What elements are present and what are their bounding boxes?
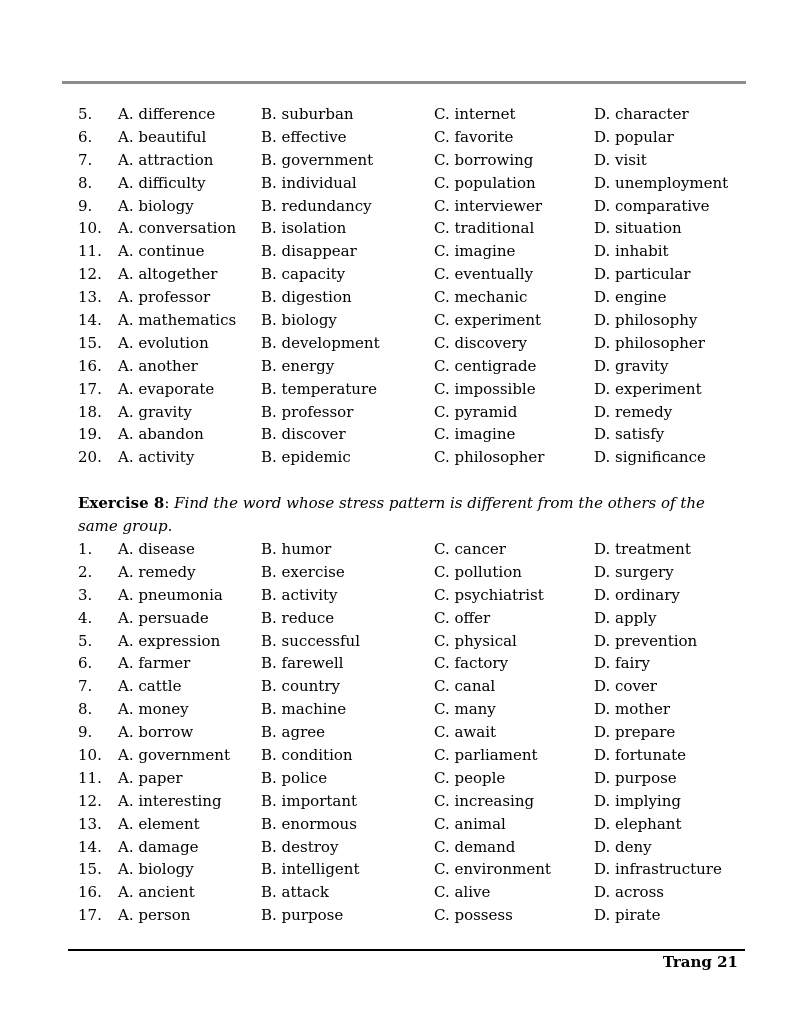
question-row — [0, 309, 800, 332]
option-c: C. pollution — [434, 562, 522, 581]
option-a: A. government — [118, 746, 230, 765]
question-row — [0, 195, 800, 218]
option-a: A. evolution — [118, 333, 209, 352]
option-b: B. epidemic — [261, 448, 351, 467]
option-b: B. machine — [261, 700, 347, 719]
option-d: D. philosopher — [594, 333, 705, 352]
question-number: 5. — [78, 105, 93, 123]
option-a: A. conversation — [118, 219, 237, 238]
question-row — [0, 630, 800, 653]
option-c: C. interviewer — [434, 196, 543, 215]
option-a: A. interesting — [118, 791, 222, 810]
option-a: A. damage — [118, 837, 199, 856]
option-d: D. cover — [594, 677, 657, 696]
question-list-previous-exercise — [0, 103, 800, 469]
question-row — [0, 721, 800, 744]
option-b: B. temperature — [261, 379, 378, 398]
question-number: 19. — [78, 425, 102, 444]
question-row — [0, 538, 800, 561]
option-b: B. digestion — [261, 288, 352, 307]
question-number: 7. — [78, 677, 93, 696]
option-c: C. traditional — [434, 219, 535, 238]
option-c: C. mechanic — [434, 288, 528, 307]
exercise-label: Exercise 8 — [78, 494, 165, 512]
question-number: 2. — [78, 562, 93, 581]
option-b: B. reduce — [261, 608, 335, 627]
option-c: C. increasing — [434, 791, 535, 810]
option-c: C. animal — [434, 814, 506, 833]
question-number: 8. — [78, 173, 93, 192]
option-a: A. pneumonia — [118, 585, 223, 604]
option-b: B. effective — [261, 127, 347, 146]
option-d: D. satisfy — [594, 425, 665, 444]
option-c: C. physical — [434, 631, 517, 650]
question-number: 1. — [78, 540, 93, 558]
question-number: 3. — [78, 585, 93, 604]
question-row — [0, 332, 800, 355]
question-row — [0, 836, 800, 859]
option-a: A. altogether — [118, 265, 218, 284]
question-number: 14. — [78, 311, 102, 330]
option-c: C. eventually — [434, 265, 534, 284]
option-a: A. paper — [118, 768, 183, 787]
question-number: 12. — [78, 265, 102, 284]
option-d: D. surgery — [594, 562, 674, 581]
option-c: C. environment — [434, 860, 551, 879]
question-number: 15. — [78, 860, 102, 879]
option-a: A. expression — [118, 631, 221, 650]
option-a: A. difficulty — [118, 173, 206, 192]
option-b: B. capacity — [261, 265, 346, 284]
option-c: C. borrowing — [434, 150, 534, 169]
question-row — [0, 790, 800, 813]
option-d: D. comparative — [594, 196, 710, 215]
question-number: 9. — [78, 196, 93, 215]
option-b: B. destroy — [261, 837, 339, 856]
question-number: 8. — [78, 700, 93, 719]
option-c: C. many — [434, 700, 496, 719]
option-b: B. intelligent — [261, 860, 360, 879]
question-row — [0, 423, 800, 446]
option-b: B. important — [261, 791, 358, 810]
question-number: 10. — [78, 746, 102, 765]
option-d: D. character — [594, 105, 689, 123]
option-d: D. prevention — [594, 631, 698, 650]
option-b: B. redundancy — [261, 196, 372, 215]
option-c: C. alive — [434, 883, 491, 902]
question-row — [0, 858, 800, 881]
option-c: C. demand — [434, 837, 516, 856]
question-number: 18. — [78, 402, 102, 421]
question-row — [0, 149, 800, 172]
option-b: B. agree — [261, 723, 326, 742]
exercise-separator: : — [164, 494, 175, 512]
option-d: D. across — [594, 883, 664, 902]
option-d: D. purpose — [594, 768, 677, 787]
question-row — [0, 263, 800, 286]
option-d: D. apply — [594, 608, 657, 627]
question-row — [0, 561, 800, 584]
question-number: 13. — [78, 288, 102, 307]
option-a: A. element — [118, 814, 200, 833]
option-b: B. activity — [261, 585, 338, 604]
option-b: B. development — [261, 333, 380, 352]
option-b: B. suburban — [261, 105, 354, 123]
option-c: C. parliament — [434, 746, 538, 765]
option-b: B. humor — [261, 540, 332, 558]
option-c: C. internet — [434, 105, 516, 123]
option-c: C. await — [434, 723, 497, 742]
option-d: D. unemployment — [594, 173, 729, 192]
option-c: C. impossible — [434, 379, 536, 398]
option-b: B. police — [261, 768, 328, 787]
option-b: B. energy — [261, 356, 335, 375]
question-number: 20. — [78, 448, 102, 467]
option-b: B. purpose — [261, 906, 344, 925]
option-d: D. prepare — [594, 723, 676, 742]
option-c: C. psychiatrist — [434, 585, 544, 604]
option-b: B. government — [261, 150, 374, 169]
question-row — [0, 217, 800, 240]
option-a: A. persuade — [118, 608, 209, 627]
question-number: 10. — [78, 219, 102, 238]
option-a: A. cattle — [118, 677, 182, 696]
question-row — [0, 607, 800, 630]
question-row — [0, 126, 800, 149]
option-d: D. remedy — [594, 402, 673, 421]
question-row — [0, 744, 800, 767]
option-b: B. isolation — [261, 219, 347, 238]
question-number: 11. — [78, 242, 102, 261]
option-a: A. disease — [118, 540, 195, 558]
option-d: D. particular — [594, 265, 691, 284]
question-number: 6. — [78, 127, 93, 146]
option-d: D. situation — [594, 219, 682, 238]
exercise-heading — [78, 492, 718, 538]
option-a: A. attraction — [118, 150, 214, 169]
question-row — [0, 286, 800, 309]
option-c: C. centigrade — [434, 356, 537, 375]
option-d: D. experiment — [594, 379, 702, 398]
question-number: 12. — [78, 791, 102, 810]
question-row — [0, 446, 800, 469]
question-number: 11. — [78, 768, 102, 787]
question-number: 15. — [78, 333, 102, 352]
option-a: A. mathematics — [118, 311, 237, 330]
option-c: C. experiment — [434, 311, 542, 330]
question-row — [0, 240, 800, 263]
question-row — [0, 881, 800, 904]
question-row — [0, 904, 800, 927]
question-row — [0, 378, 800, 401]
question-number: 6. — [78, 654, 93, 673]
footer-rule — [68, 949, 745, 951]
question-number: 13. — [78, 814, 102, 833]
question-row — [0, 698, 800, 721]
question-row — [0, 401, 800, 424]
option-b: B. country — [261, 677, 340, 696]
option-a: A. gravity — [118, 402, 192, 421]
option-d: D. implying — [594, 791, 681, 810]
option-a: A. money — [118, 700, 189, 719]
option-b: B. biology — [261, 311, 337, 330]
header-rule — [62, 81, 746, 84]
option-d: D. fortunate — [594, 746, 686, 765]
question-number: 9. — [78, 723, 93, 742]
option-a: A. professor — [118, 288, 211, 307]
option-c: C. population — [434, 173, 536, 192]
option-a: A. biology — [118, 196, 194, 215]
option-c: C. canal — [434, 677, 496, 696]
question-row — [0, 652, 800, 675]
question-row — [0, 355, 800, 378]
option-d: D. pirate — [594, 906, 661, 925]
option-a: A. ancient — [118, 883, 195, 902]
option-a: A. difference — [118, 105, 216, 123]
page-number: Trang 21 — [662, 953, 738, 971]
option-d: D. infrastructure — [594, 860, 722, 879]
option-c: C. philosopher — [434, 448, 545, 467]
option-a: A. beautiful — [118, 127, 207, 146]
exercise-instruction: Find the word whose stress pattern is different from the others of the same group. — [78, 494, 705, 535]
option-d: D. deny — [594, 837, 652, 856]
question-row — [0, 172, 800, 195]
option-d: D. inhabit — [594, 242, 669, 261]
question-number: 17. — [78, 379, 102, 398]
option-b: B. condition — [261, 746, 353, 765]
option-c: C. imagine — [434, 242, 516, 261]
option-d: D. elephant — [594, 814, 682, 833]
option-a: A. borrow — [118, 723, 194, 742]
option-a: A. continue — [118, 242, 205, 261]
option-b: B. individual — [261, 173, 357, 192]
option-b: B. disappear — [261, 242, 357, 261]
option-c: C. discovery — [434, 333, 528, 352]
question-number: 16. — [78, 356, 102, 375]
question-row — [0, 584, 800, 607]
question-number: 5. — [78, 631, 93, 650]
option-d: D. philosophy — [594, 311, 698, 330]
question-number: 4. — [78, 608, 93, 627]
option-a: A. activity — [118, 448, 195, 467]
question-row — [0, 767, 800, 790]
question-number: 14. — [78, 837, 102, 856]
option-c: C. factory — [434, 654, 509, 673]
option-b: B. discover — [261, 425, 346, 444]
question-number: 16. — [78, 883, 102, 902]
option-b: B. attack — [261, 883, 329, 902]
option-d: D. gravity — [594, 356, 669, 375]
option-a: A. person — [118, 906, 191, 925]
question-number: 7. — [78, 150, 93, 169]
option-c: C. pyramid — [434, 402, 518, 421]
option-b: B. professor — [261, 402, 354, 421]
option-d: D. significance — [594, 448, 706, 467]
option-d: D. visit — [594, 150, 647, 169]
option-d: D. popular — [594, 127, 674, 146]
option-b: B. enormous — [261, 814, 357, 833]
option-d: D. mother — [594, 700, 671, 719]
option-a: A. farmer — [118, 654, 191, 673]
option-c: C. cancer — [434, 540, 506, 558]
option-a: A. remedy — [118, 562, 196, 581]
option-c: C. people — [434, 768, 506, 787]
option-b: B. farewell — [261, 654, 344, 673]
option-c: C. imagine — [434, 425, 516, 444]
option-c: C. possess — [434, 906, 513, 925]
question-row — [0, 103, 800, 126]
option-d: D. treatment — [594, 540, 691, 558]
option-c: C. favorite — [434, 127, 514, 146]
option-a: A. biology — [118, 860, 194, 879]
option-a: A. abandon — [118, 425, 204, 444]
question-row — [0, 675, 800, 698]
option-a: A. evaporate — [118, 379, 215, 398]
question-list-exercise-8 — [0, 538, 800, 927]
option-b: B. exercise — [261, 562, 345, 581]
option-c: C. offer — [434, 608, 491, 627]
option-a: A. another — [118, 356, 198, 375]
question-row — [0, 813, 800, 836]
option-d: D. fairy — [594, 654, 650, 673]
question-number: 17. — [78, 906, 102, 925]
option-d: D. ordinary — [594, 585, 680, 604]
option-b: B. successful — [261, 631, 361, 650]
option-d: D. engine — [594, 288, 667, 307]
